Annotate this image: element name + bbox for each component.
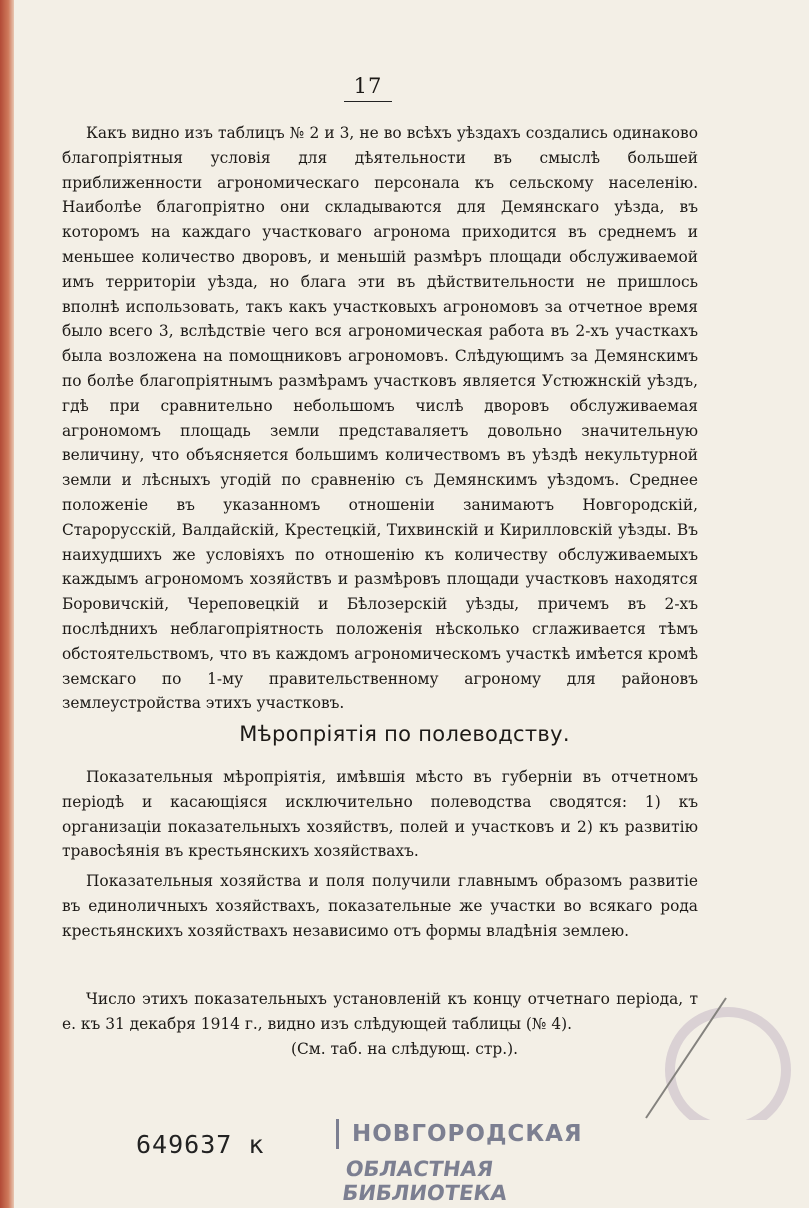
paragraph-4-text: Число этихъ показательныхъ установленій къ концу отчетнаго періода, т е. къ 31 декабря 1914 г., видно изъ слѣдующей таблицы (№ 4). <box>62 990 698 1033</box>
pen-stroke <box>646 998 726 1118</box>
binding-edge <box>0 0 14 1208</box>
seal-ring <box>670 1012 786 1120</box>
paragraph-2-text: Показательныя мѣропріятія, имѣвшія мѣсто въ губерніи въ отчетномъ періодѣ и касающіяся исключительно полеводства сводятся: 1) къ организаціи показательныхъ хозяйствъ, полей и участковъ и 2) къ развитію травосѣянія въ крестьянскихъ хозяйствахъ. <box>62 768 698 861</box>
continuation-note: (См. таб. на слѣдующ. стр.). <box>290 1040 519 1058</box>
paragraph-1-text: Какъ видно изъ таблицъ № 2 и 3, не во всѣхъ уѣздахъ создались одинаково благопріятныя условія для дѣятельности въ смыслѣ большей приближенности агрономическаго персонала къ сельскому населенію. Наиболѣе благопріятно они складываются для Демянскаго уѣзда, въ которомъ на каждаго участковаго агронома приходится въ среднемъ и меньшее количество дворовъ, и меньшій размѣръ площади обслуживаемой имъ территоріи уѣзда, но блага эти въ дѣйствительности не пришлось вполнѣ использовать, такъ какъ участковыхъ агрономовъ за отчетное время было всего 3, вслѣдствіе чего вся агрономическая работа въ 2-хъ участкахъ была возложена на помощниковъ агрономовъ. Слѣдующимъ за Демянскимъ по болѣе благопріятнымъ размѣрамъ участковъ является Устюжнскій уѣздъ, гдѣ при сравнительно небольшомъ числѣ дворовъ обслуживаемая агрономомъ площадь земли представаляетъ довольно значительную величину, что объясняется большимъ количествомъ въ уѣздѣ некультурной земли и лѣсныхъ угодій по сравненію съ Демянскимъ уѣздомъ. Среднее положеніе въ указанномъ отношеніи занимаютъ Новгородскій, Старорусскій, Валдайскій, Крестецкій, Тихвинскій и Кирилловскій уѣзды. Въ наихудшихъ же условіяхъ по отношенію къ количеству обслуживаемыхъ каждымъ агрономомъ хозяйствъ и размѣровъ площади участковъ находятся Боровичскій, Череповецкій и Бѣлозерскій уѣзды, причемъ въ 2-хъ послѣднихъ неблагопріятность положенія нѣсколько сглаживается тѣмъ обстоятельствомъ, что въ каждомъ агрономическомъ участкѣ имѣется кромѣ земскаго по 1-му правительственному агроному для районовъ землеустройства этихъ участковъ. <box>62 124 698 713</box>
stamp-bar <box>336 1119 339 1149</box>
stamp-line-2: ОБЛАСТНАЯ БИБЛИОТЕКА <box>340 1157 509 1205</box>
paragraph-districts-comparison <box>62 121 698 713</box>
paragraph-3-text: Показательныя хозяйства и поля получили главнымъ образомъ развитіе въ единоличныхъ хозяйствахъ, показательные же участки во всякаго рода крестьянскихъ хозяйствахъ независимо отъ формы владѣнія землею. <box>62 872 698 940</box>
page-number: 17 <box>344 74 392 102</box>
faded-seal-mark <box>598 990 809 1120</box>
library-stamp <box>334 1115 583 1205</box>
stamp-line-1: НОВГОРОДСКАЯ <box>352 1121 583 1147</box>
inventory-number: 649637 к <box>136 1130 265 1159</box>
paragraph-demonstration-measures <box>62 765 698 861</box>
paragraph-demonstration-farms <box>62 869 698 969</box>
section-heading: Мѣропріятія по полеводству. <box>239 722 570 746</box>
